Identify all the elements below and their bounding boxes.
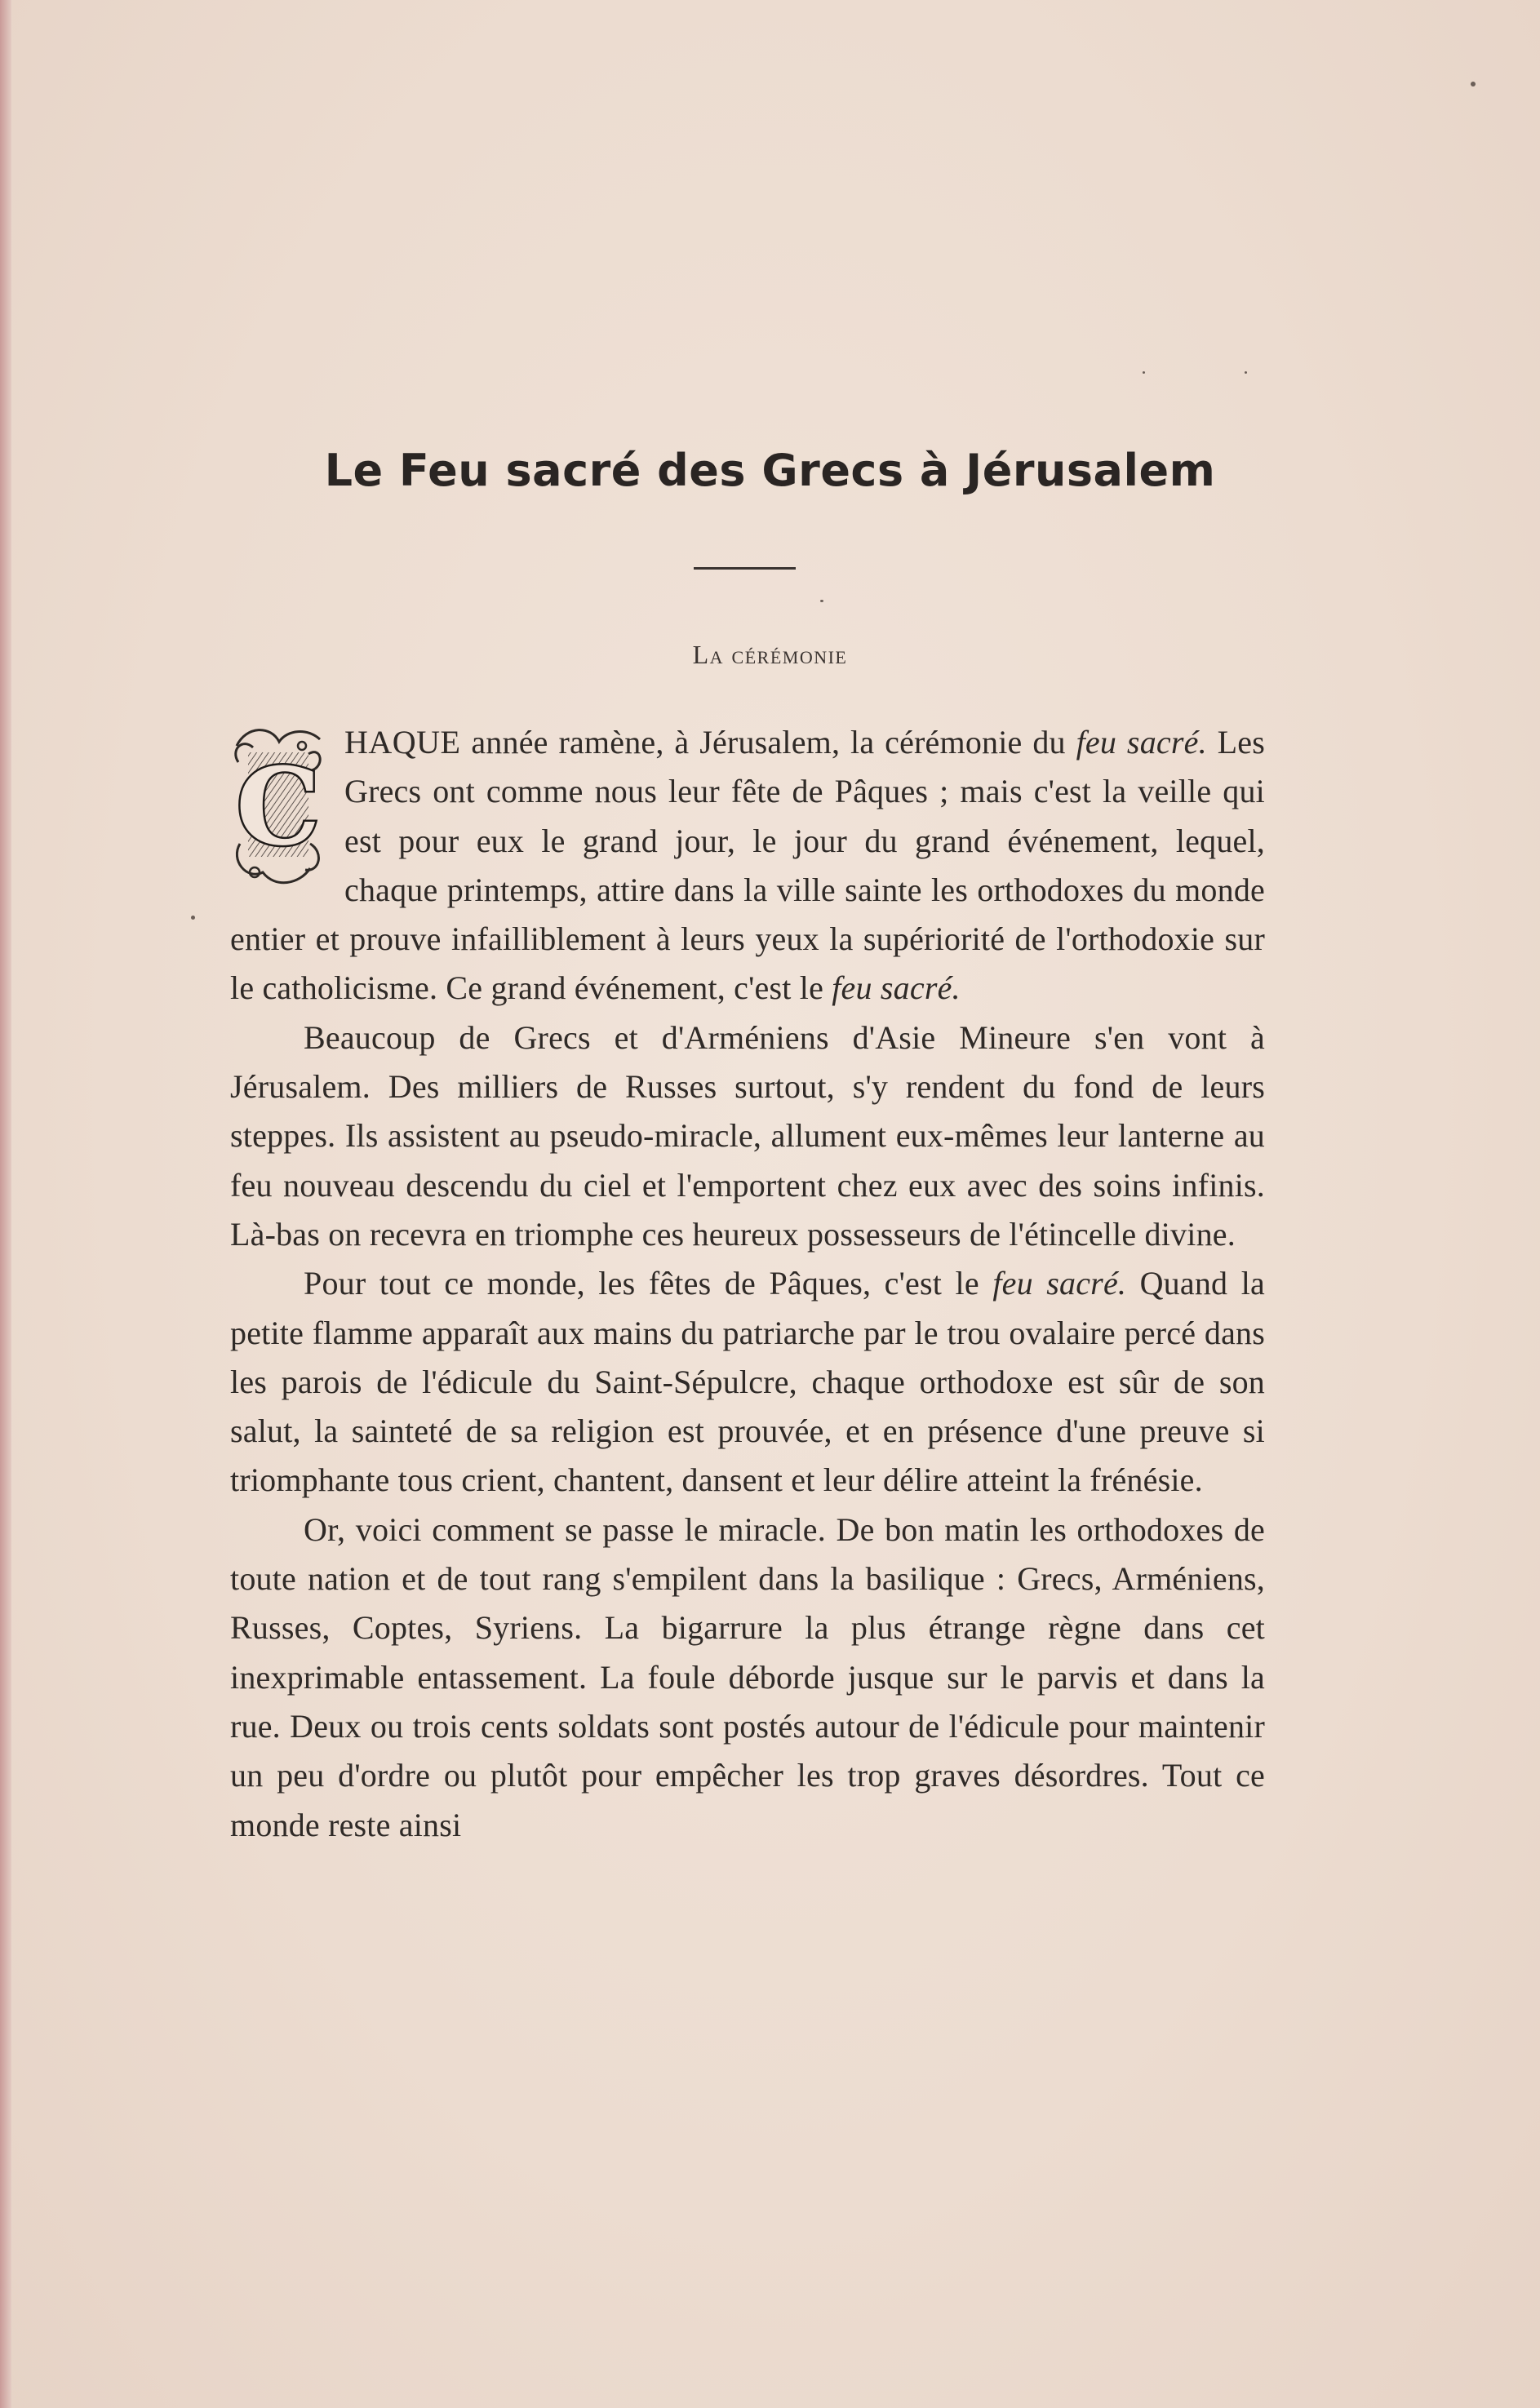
paragraph-1-lead: HAQUE	[344, 724, 461, 761]
section-heading: La cérémonie	[692, 640, 848, 669]
paragraph-1-text-a: année ramène, à Jérusalem, la cérémonie du	[460, 724, 1076, 761]
paragraph-3-text-a: Pour tout ce monde, les fêtes de Pâques, c'est le	[304, 1265, 993, 1302]
paragraph-3	[230, 1259, 1265, 1505]
paragraph-1-emphasis-b: feu sacré.	[832, 969, 961, 1007]
article-body	[230, 718, 1265, 1850]
paragraph-1	[230, 718, 1265, 1013]
paragraph-1-text-b: Les Grecs ont comme nous leur fête de Pâques ; mais c'est la veille qui est pour eux le grand jour, le jour du grand événement, lequel, chaque printemps, attire dans la ville sainte les orthodoxes du monde entier et prouve infailliblement à leurs yeux la supériorité de l'orthodoxie sur le catholicisme. Ce grand événement, c'est le	[230, 724, 1265, 1007]
paper-speck	[1143, 371, 1145, 374]
paragraph-1-emphasis-a: feu sacré.	[1076, 724, 1207, 761]
paper-speck	[1471, 82, 1476, 86]
paragraph-2: Beaucoup de Grecs et d'Arméniens d'Asie Mineure s'en vont à Jérusalem. Des milliers de Russes surtout, s'y rendent du fond de leurs steppes. Ils assistent au pseudo-miracle, allument eux-mêmes leur lanterne au feu nouveau descendu du ciel et l'emportent chez eux avec des soins infinis. Là-bas on recevra en triomphe ces heureux possesseurs de l'étincelle divine.	[230, 1018, 1265, 1253]
page-edge	[0, 0, 11, 2408]
paper-speck	[191, 916, 195, 920]
svg-text:C: C	[236, 744, 321, 869]
paragraph-3-emphasis: feu sacré.	[992, 1265, 1127, 1302]
page-title: Le Feu sacré des Grecs à Jérusalem	[324, 445, 1216, 496]
paragraph-4: Or, voici comment se passe le miracle. De bon matin les orthodoxes de toute nation et de tout rang s'empilent dans la basilique : Grecs, Arméniens, Russes, Coptes, Syriens. La bigarrure la plus étrange règne dans cet inexprimable entassement. La foule déborde jusque sur le parvis et dans la rue. Deux ou trois cents soldats sont postés autour de l'édicule pour maintenir un peu d'ordre ou plutôt pour empêcher les trop graves désordres. Tout ce monde reste ainsi	[230, 1510, 1265, 1843]
paragraph-3-text-b: Quand la petite flamme apparaît aux mains du patriarche par le trou ovalaire percé dans les parois de l'édicule du Saint-Sépulcre, chaque orthodoxe est sûr de son salut, la sainteté de sa religion est prouvée, et en présence d'une preuve si triomphante tous crient, chantent, dansent et leur délire atteint la frénésie.	[230, 1265, 1265, 1499]
paper-speck	[820, 600, 823, 602]
title-divider	[694, 567, 796, 570]
paper-speck	[1245, 371, 1247, 374]
ornamental-dropcap-icon	[230, 721, 326, 893]
